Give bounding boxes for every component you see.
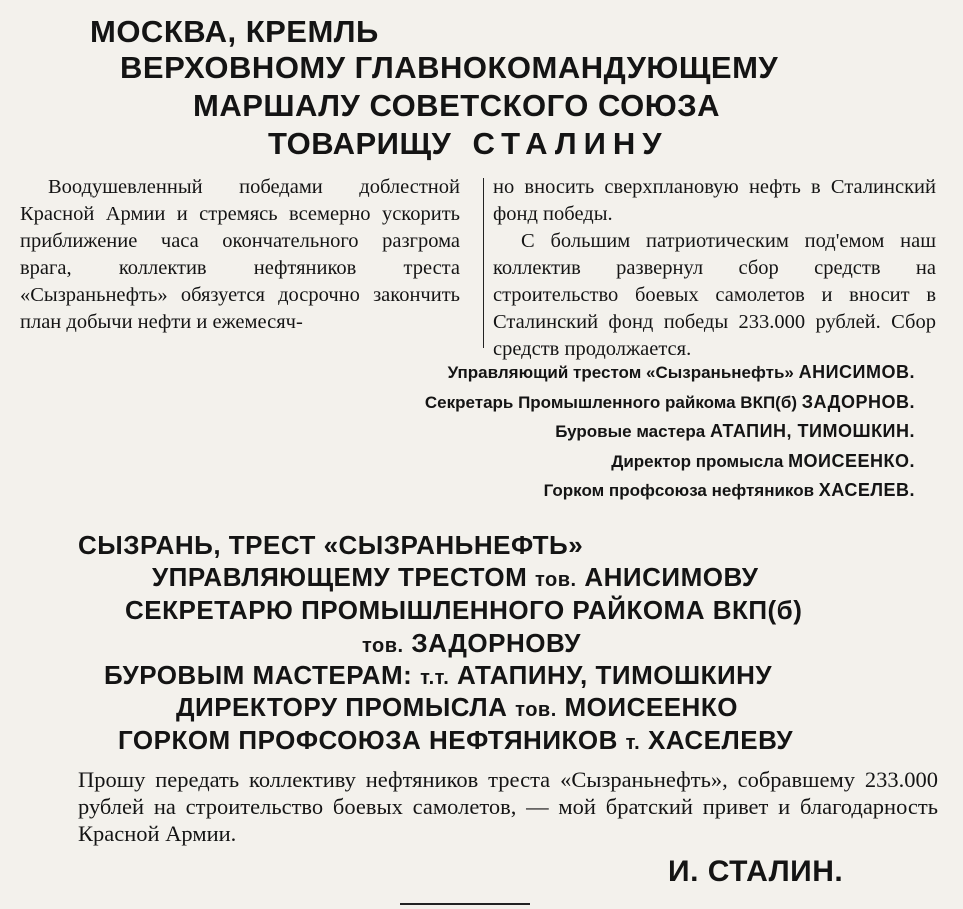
signature-3 (555, 421, 915, 442)
signature-name: МОИСЕЕНКО. (788, 451, 915, 471)
signature-4 (611, 451, 915, 472)
signature-5 (544, 480, 915, 501)
reply-line-7-title: ГОРКОМ ПРОФСОЮЗА НЕФТЯНИКОВ (118, 725, 618, 755)
reply-line-5-names: АТАПИНУ, ТИМОШКИНУ (457, 660, 773, 690)
reply-line-7 (118, 725, 793, 756)
body-left-paragraph: Воодушевленный победами доблестной Красной Армии и стремясь всемерно ускорить приближение часа окончательного разгрома врага, коллектив нефтяников треста «Сызраньнефть» обязуется досрочно закончить план добычи нефти и ежемесяч- (20, 176, 460, 333)
reply-line-7-t: т. (625, 732, 641, 754)
reply-message (78, 766, 938, 847)
reply-line-4-tov: тов. (362, 635, 404, 657)
body-right-paragraph-2: С большим патриотическим под'емом наш коллектив развернул сбор средств на строительство боевых самолетов и вносит в Сталинский фонд победы 233.000 рублей. Сбор средств продолжается. (493, 230, 936, 360)
reply-line-2-name: АНИСИМОВУ (584, 562, 759, 592)
address-line-4 (268, 126, 669, 162)
reply-line-6-title: ДИРЕКТОРУ ПРОМЫСЛА (176, 692, 508, 722)
reply-line-5 (104, 660, 772, 691)
reply-line-3: СЕКРЕТАРЮ ПРОМЫШЛЕННОГО РАЙКОМА ВКП(б) (125, 595, 803, 625)
signature-name: АНИСИМОВ. (798, 362, 915, 382)
reply-line-5-title: БУРОВЫМ МАСТЕРАМ: (104, 660, 413, 690)
address-line-1: МОСКВА, КРЕМЛЬ (90, 14, 379, 49)
telegram1-body-left (20, 174, 460, 336)
signature-title: Директор промысла (611, 452, 784, 471)
signature-1 (448, 362, 915, 383)
body-right-paragraph-1: но вносить сверхплановую нефть в Сталинский фонд победы. (493, 176, 936, 225)
reply-line-4-name: ЗАДОРНОВУ (411, 628, 581, 658)
signature-name: ЗАДОРНОВ. (801, 392, 915, 412)
bottom-divider (400, 903, 530, 905)
column-divider (483, 178, 484, 348)
reply-line-5-tt: т.т. (420, 667, 450, 689)
signature-name: ХАСЕЛЕВ. (818, 480, 915, 500)
signature-title: Горком профсоюза нефтяников (543, 481, 815, 500)
reply-line-1: СЫЗРАНЬ, ТРЕСТ «СЫЗРАНЬНЕФТЬ» (78, 530, 584, 560)
reply-line-6 (176, 692, 738, 723)
signature-title: Секретарь Промышленного райкома ВКП(б) (424, 393, 797, 412)
reply-line-4 (362, 628, 581, 659)
final-signature: И. СТАЛИН. (668, 855, 844, 888)
signature-name: АТАПИН, ТИМОШКИН. (709, 421, 915, 441)
reply-line-6-tov: тов. (515, 699, 557, 721)
reply-line-2-tov: тов. (535, 569, 577, 591)
address-word-stalinu: СТАЛИНУ (472, 126, 669, 161)
reply-message-text: Прошу передать коллективу нефтяников треста «Сызраньнефть», собравшему 233.000 рублей на строительство боевых самолетов, — мой братский привет и благодарность Красной Армии. (78, 767, 938, 846)
reply-line-6-name: МОИСЕЕНКО (564, 692, 738, 722)
signature-2 (425, 392, 915, 413)
address-line-2: ВЕРХОВНОМУ ГЛАВНОКОМАНДУЮЩЕМУ (120, 50, 779, 85)
telegram1-body-right (493, 174, 936, 363)
address-line-3: МАРШАЛУ СОВЕТСКОГО СОЮЗА (193, 88, 720, 123)
signature-title: Управляющий трестом «Сызраньнефть» (447, 363, 794, 382)
signature-title: Буровые мастера (555, 422, 706, 441)
reply-line-2-title: УПРАВЛЯЮЩЕМУ ТРЕСТОМ (152, 562, 528, 592)
reply-line-2 (152, 562, 758, 593)
address-word-tovarishchu: ТОВАРИЩУ (268, 126, 452, 161)
reply-line-7-name: ХАСЕЛЕВУ (647, 725, 794, 755)
